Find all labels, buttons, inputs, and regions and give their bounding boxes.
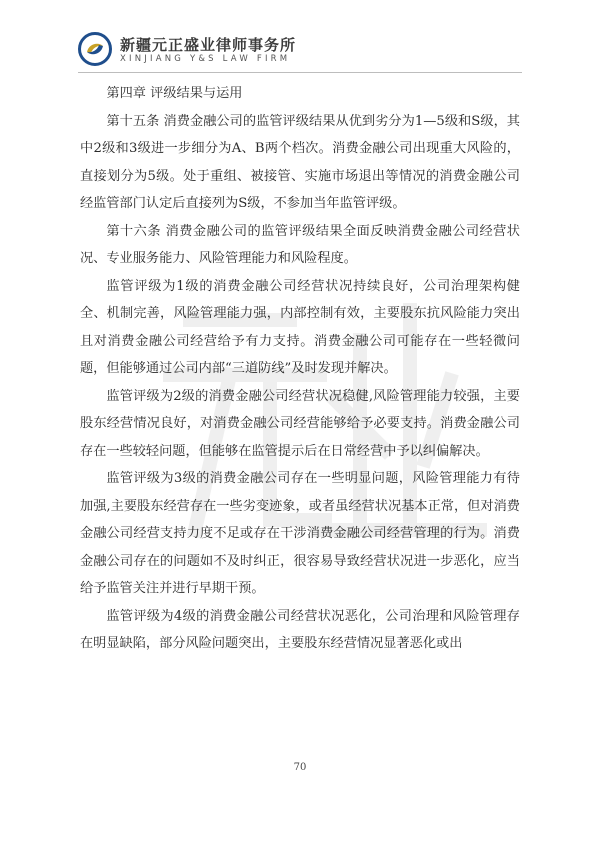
rating-level-1-paragraph: 监管评级为1级的消费金融公司经营状况持续良好，公司治理架构健全、机制完善，风险管理能力强，内部控制有效，主要股东抗风险能力突出且对消费金融公司经营给予有力支持。消费金融公司可能存在一些轻微问题，但能够通过公司内部“三道防线”及时发现并解决。 bbox=[80, 278, 520, 376]
header-divider bbox=[78, 72, 522, 73]
article-15: 第十五条 消费金融公司的监管评级结果从优到劣分为1—5级和S级，其中2级和3级进一步细分为A、B两个档次。消费金融公司出现重大风险的，直接划分为5级。处于重组、被接管、实施市场退出等情况的消费金融公司经监管部门认定后直接列为S级，不参加当年监管评级。 bbox=[80, 113, 520, 211]
letterhead bbox=[78, 30, 538, 70]
firm-name-chinese: 新疆元正盛业律师事务所 bbox=[120, 36, 297, 54]
rating-level-4-paragraph: 监管评级为4级的消费金融公司经营状况恶化，公司治理和风险管理存在明显缺陷，部分风险问题突出，主要股东经营情况显著恶化或出 bbox=[80, 608, 520, 651]
page-number: 70 bbox=[293, 762, 307, 773]
firm-name-english: XINJIANG Y&S LAW FIRM bbox=[120, 54, 291, 64]
firm-logo-icon bbox=[78, 32, 112, 66]
article-16: 第十六条 消费金融公司的监管评级结果全面反映消费金融公司经营状况、专业服务能力、风险管理能力和风险程度。 bbox=[80, 223, 520, 266]
chapter-heading: 第四章 评级结果与运用 bbox=[106, 86, 243, 101]
rating-level-3-paragraph: 监管评级为3级的消费金融公司存在一些明显问题，风险管理能力有待加强,主要股东经营存在一些劣变迹象，或者虽经营状况基本正常，但对消费金融公司经营支持力度不足或存在干涉消费金融公司经营管理的行为。消费金融公司存在的问题如不及时纠正，很容易导致经营状况进一步恶化，应当给予监管关注并进行早期干预。 bbox=[80, 471, 520, 596]
document-body bbox=[80, 80, 520, 658]
rating-level-2-paragraph: 监管评级为2级的消费金融公司经营状况稳健,风险管理能力较强，主要股东经营情况良好，对消费金融公司经营能够给予必要支持。消费金融公司存在一些较轻问题，但能够在监管提示后在日常经营中予以纠偏解决。 bbox=[80, 388, 520, 459]
